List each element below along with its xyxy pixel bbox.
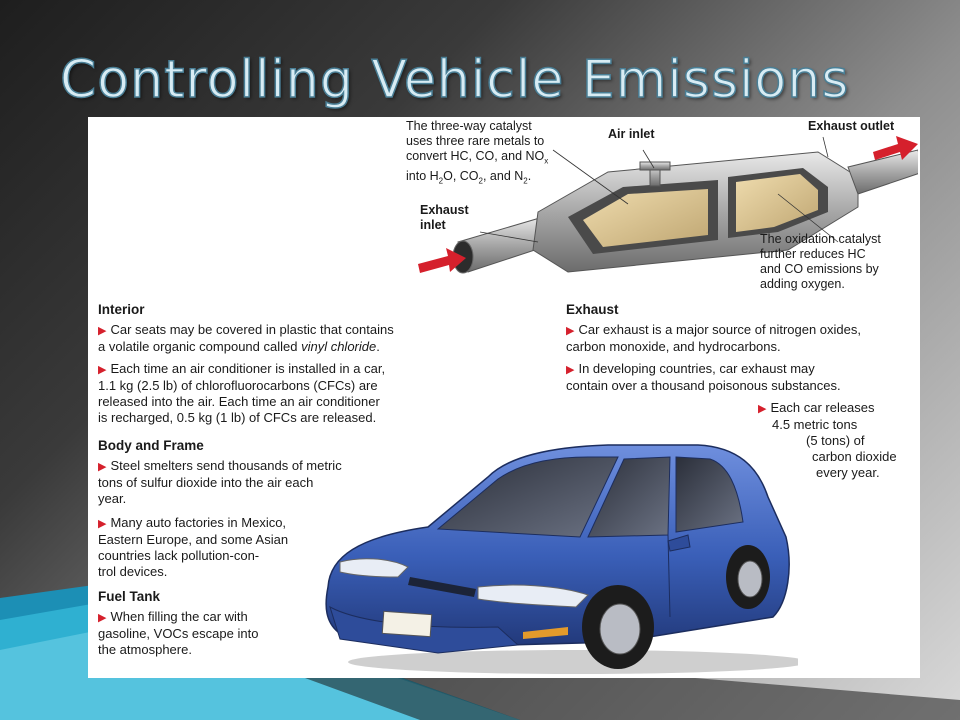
fuel-tank-heading: Fuel Tank: [98, 589, 161, 604]
exhaust-section: [566, 302, 920, 400]
co2-release-note: ▶ Each car releases 4.5 metric tons (5 tons) of carbon dioxide every year.: [758, 400, 897, 480]
exhaust-outlet-label: Exhaust outlet: [808, 119, 895, 133]
interior-section: [98, 302, 468, 432]
body-frame-bullet-1: ▶ Steel smelters send thousands of metric tons of sulfur dioxide into the air each year.: [98, 458, 342, 506]
exhaust-bullet-1: ▶ Car exhaust is a major source of nitrogen oxides, carbon monoxide, and hydrocarbons.: [566, 322, 861, 354]
body-frame-bullet-2: ▶ Many auto factories in Mexico, Eastern Europe, and some Asian countries lack pollution-con- trol devices.: [98, 515, 289, 579]
exhaust-heading: Exhaust: [566, 302, 619, 317]
content-panel: [88, 117, 920, 678]
interior-bullet-2: ▶ Each time an air conditioner is installed in a car, 1.1 kg (2.5 lb) of chlorofluorocarbons (CFCs) are released into the air. Each time an air conditioner is recharged, 0.5 kg (1 lb) of CFCs are released.: [98, 361, 386, 425]
bullet-arrow-icon: ▶: [98, 612, 107, 624]
exhaust-inlet-label: Exhaust inlet: [420, 203, 469, 232]
fuel-tank-bullet-1: ▶ When filling the car with gasoline, VOCs escape into the atmosphere.: [98, 609, 259, 657]
bullet-arrow-icon: ▶: [98, 364, 107, 376]
bullet-arrow-icon: ▶: [566, 325, 575, 337]
bullet-arrow-icon: ▶: [98, 325, 107, 337]
interior-heading: Interior: [98, 302, 145, 317]
bullet-arrow-icon: ▶: [566, 364, 575, 376]
interior-bullet-1: ▶ Car seats may be covered in plastic that contains a volatile organic compound called vinyl chloride.: [98, 322, 394, 354]
exhaust-bullet-2: ▶ In developing countries, car exhaust may contain over a thousand poisonous substances.: [566, 361, 841, 393]
air-inlet-label: Air inlet: [608, 127, 655, 141]
body-frame-heading: Body and Frame: [98, 438, 204, 453]
bullet-arrow-icon: ▶: [98, 518, 107, 530]
bullet-arrow-icon: ▶: [758, 403, 767, 415]
three-way-catalyst-callout: The three-way catalyst uses three rare metals to convert HC, CO, and $NO_x$ into $H_2O$, $CO_2$, and $N_2$.: [406, 119, 549, 185]
bullet-arrow-icon: ▶: [98, 461, 107, 473]
oxidation-catalyst-callout: The oxidation catalyst further reduces HC and CO emissions by adding oxygen.: [760, 232, 881, 291]
slide-title: Controlling Vehicle Emissions: [60, 50, 850, 110]
blue-sedan-illustration: [318, 417, 798, 677]
fuel-tank-section: [98, 589, 318, 664]
